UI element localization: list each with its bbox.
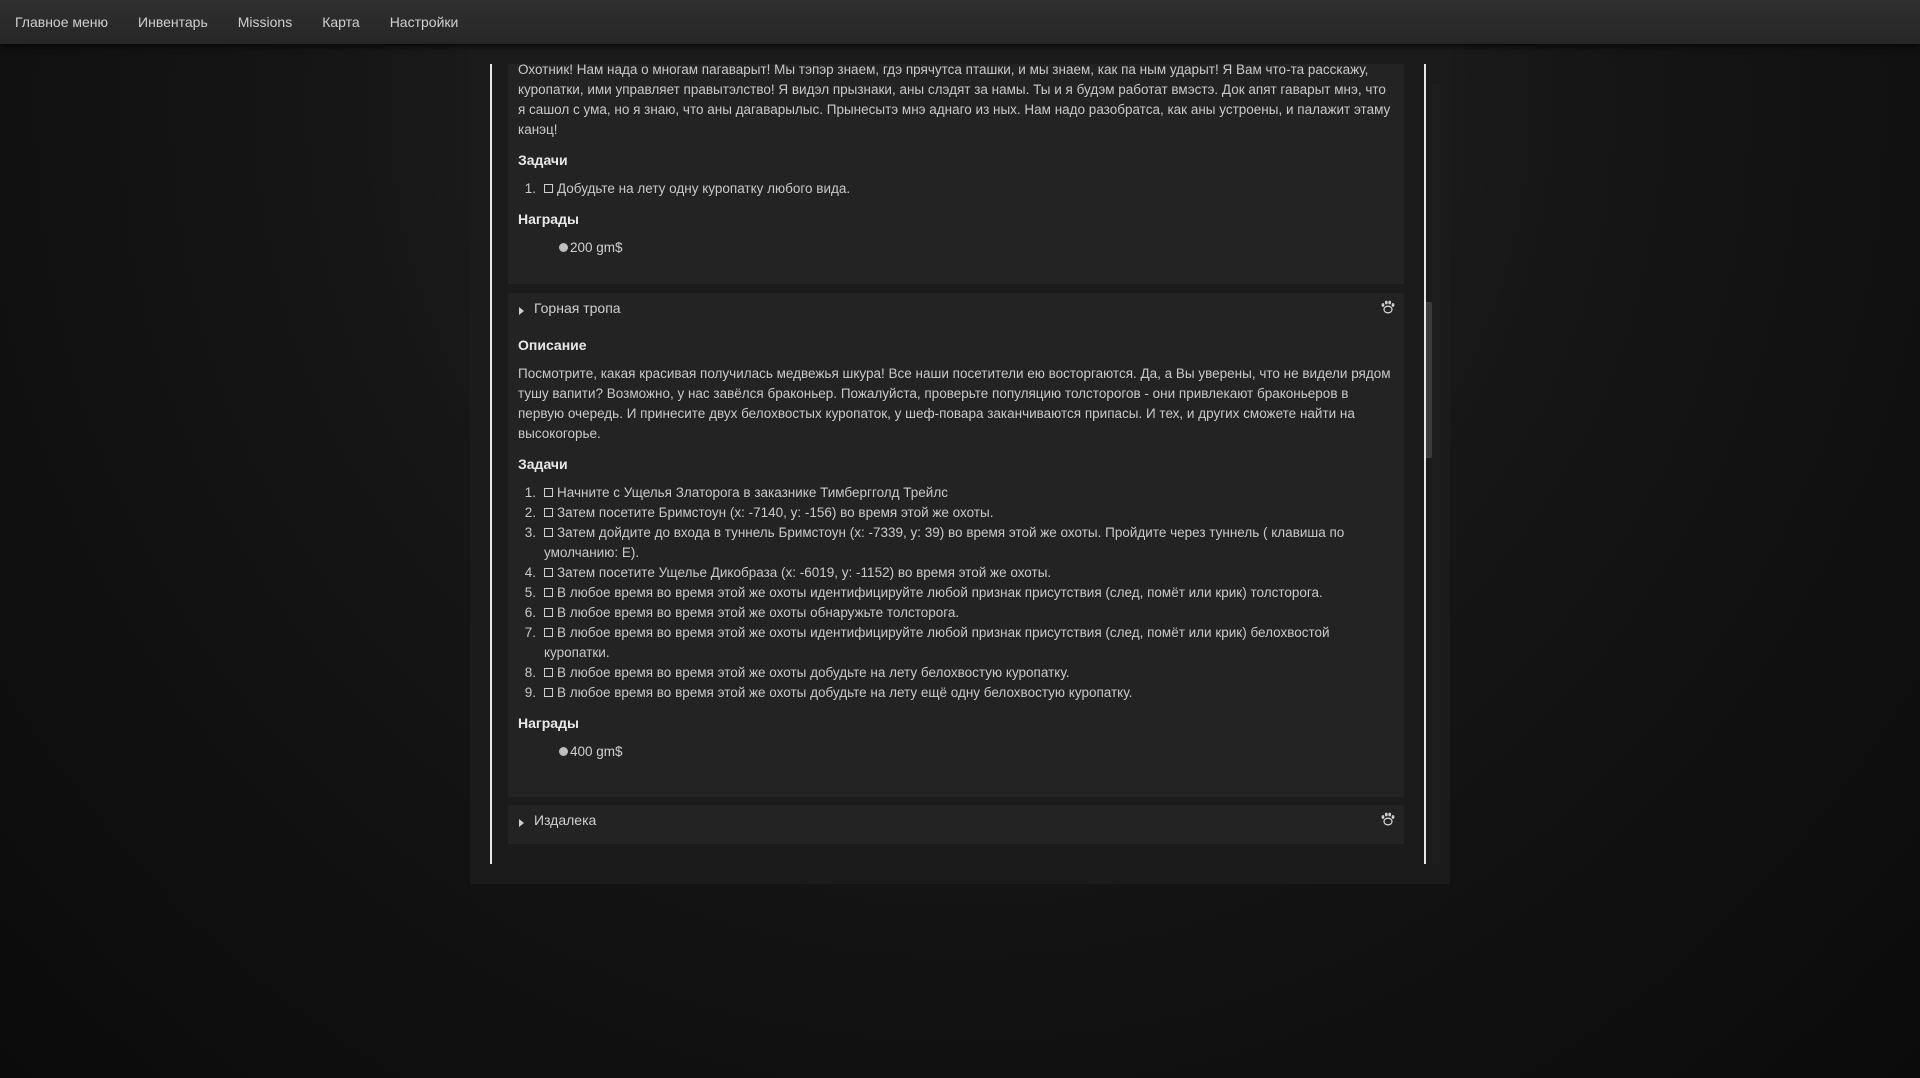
paw-icon[interactable]	[1380, 299, 1396, 315]
checkbox-icon	[544, 668, 553, 677]
task-item: 9. В любое время во время этой же охоты добудьте на лету ещё одну белохвостую куропатку.	[524, 685, 1133, 700]
task-item: 1. Начните с Ущелья Златорога в заказнике Тимбергголд Трейлс	[524, 485, 948, 500]
rewards-heading: Награды	[518, 211, 579, 227]
mission-title: Издалека	[534, 812, 597, 828]
task-item: 2. Затем посетите Бримстоун (x: -7140, y: -156) во время этой же охоты.	[524, 505, 994, 520]
missions-list-panel	[490, 64, 1426, 864]
checkbox-icon	[544, 688, 553, 697]
missions-window	[470, 44, 1450, 884]
tasks-heading: Задачи	[518, 152, 568, 168]
task-item: 7. В любое время во время этой же охоты идентифицируйте любой признак присутствия (след, помёт или крик) белохвостой куропатки.	[524, 625, 1330, 660]
triangle-right-icon	[519, 307, 524, 315]
paw-icon[interactable]	[1380, 811, 1396, 827]
task-item: 3. Затем дойдите до входа в туннель Бримстоун (x: -7339, y: 39) во время этой же охоты. Пройдите через туннель ( клавиша по умолчанию: E).	[524, 525, 1345, 560]
mission-header[interactable]	[508, 293, 1404, 323]
coin-dot-icon	[559, 243, 568, 252]
nav-missions[interactable]: Missions	[237, 14, 293, 30]
task-number: 1.	[524, 181, 536, 196]
reward-item: 400 gm$	[518, 742, 1394, 762]
checkbox-icon	[544, 568, 553, 577]
checkbox-icon	[544, 184, 553, 193]
top-navigation-bar	[0, 0, 1920, 44]
checkbox-icon	[544, 588, 553, 597]
mission-description: Посмотрите, какая красивая получилась медвежья шкура! Все наши посетители ею восторгаются. Да, а Вы уверены, что не видели рядом тушу вапити? Возможно, у нас завёлся браконьер. Пожалуйста, проверьте популяцию толсторогов - они привлекают браконьеров в первую очередь. И принесите двух белохвостых куропаток, у шеф-повара заканчиваются припасы. И тех, и других сможете найти на высокогорье.	[518, 366, 1391, 441]
nav-settings[interactable]: Настройки	[389, 14, 459, 30]
mission-title: Горная тропа	[534, 300, 621, 316]
nav-main-menu[interactable]: Главное меню	[15, 14, 109, 30]
tasks-heading: Задачи	[518, 456, 568, 472]
task-list	[518, 179, 1394, 199]
mission-description: Охотник! Нам нада о многам пагаварыт! Мы тэпэр знаем, гдэ прячутса пташки, и мы знаем, как па ным ударыт! Я Вам что-та расскажу, куропатки, ими управляет правытэлство! Я видэл прызнаки, аны слэдят за намы. Ты и я будэм работат вмэстэ. Док апят гаварыт мнэ, что я сашол с ума, но я знаю, что аны дагаварылыс. Прынесытэ мнэ аднаго из ных. Нам надо разобратса, как аны устроены, и палажит этаму канэц!	[518, 64, 1391, 137]
checkbox-icon	[544, 608, 553, 617]
coin-dot-icon	[559, 747, 568, 756]
task-item: 4. Затем посетите Ущелье Дикобраза (x: -6019, y: -1152) во время этой же охоты.	[524, 565, 1052, 580]
mission-header[interactable]	[508, 805, 1404, 835]
triangle-right-icon	[519, 819, 524, 827]
checkbox-icon	[544, 488, 553, 497]
reward-item: 200 gm$	[518, 238, 1394, 258]
checkbox-icon	[544, 628, 553, 637]
checkbox-icon	[544, 508, 553, 517]
description-heading: Описание	[518, 337, 587, 353]
task-item: 6. В любое время во время этой же охоты обнаружьте толсторога.	[524, 605, 960, 620]
task-item: 1. Добудьте на лету одну куропатку любого вида.	[518, 179, 1394, 199]
task-item: 5. В любое время во время этой же охоты идентифицируйте любой признак присутствия (след, помёт или крик) толсторога.	[524, 585, 1323, 600]
mission-card-gornaya-tropa	[508, 293, 1404, 797]
nav-inventory[interactable]: Инвентарь	[138, 14, 208, 30]
mission-card	[508, 64, 1404, 284]
rewards-heading: Награды	[518, 715, 579, 731]
panel-bottom-edge	[492, 844, 1424, 864]
nav-map[interactable]: Карта	[322, 14, 360, 30]
task-item: 8. В любое время во время этой же охоты добудьте на лету белохвостую куропатку.	[524, 665, 1070, 680]
task-list	[518, 483, 1394, 703]
scrollbar-track[interactable]	[1432, 84, 1440, 864]
checkbox-icon	[544, 528, 553, 537]
